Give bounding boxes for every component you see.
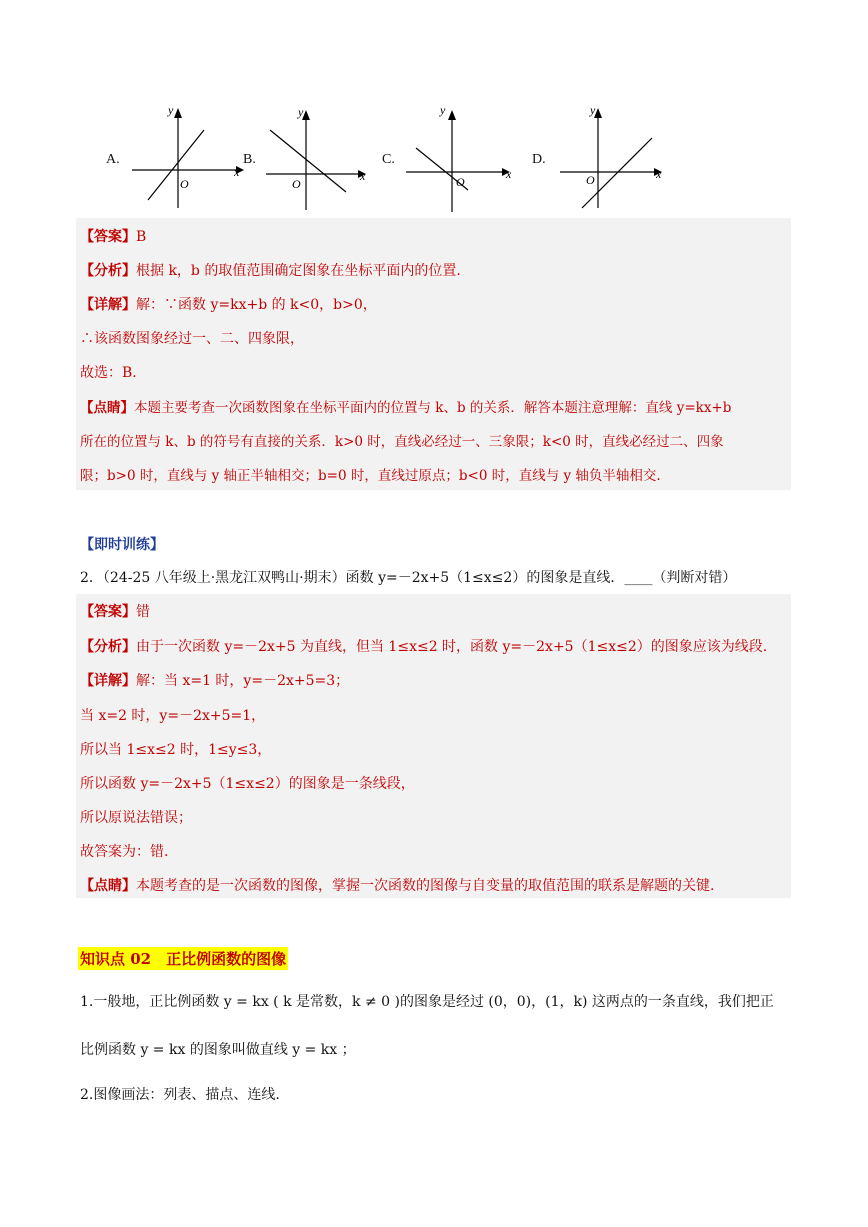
svg-text:O: O: [586, 173, 595, 187]
svg-text:O: O: [292, 177, 301, 191]
svg-text:y: y: [590, 103, 596, 117]
graph-option-b: [262, 100, 380, 219]
knowledge-paragraph-2: 2.图像画法：列表、描点、连线.: [80, 1087, 280, 1103]
q2-detail-line: 所以当 1≤x≤2 时，1≤y≤3，: [80, 742, 272, 758]
knowledge-paragraph-1: 1.一般地，正比例函数 y = kx ( k 是常数，k ≠ 0 )的图象是经过 (0，0)，(1，k) 这两点的一条直线，我们把正: [80, 994, 774, 1010]
q2-detail-line: 所以原说法错误；: [80, 810, 192, 826]
q1-comment-line: 所在的位置与 k、b 的符号有直接的关系．k>0 时，直线必经过一、三象限；k<0 时，直线必经过二、四象: [80, 434, 724, 450]
y-axis-arrow: [174, 108, 182, 118]
svg-text:x: x: [360, 169, 366, 183]
q2-question: 2．（24-25 八年级上·黑龙江双鸭山·期末）函数 y=－2x+5（1≤x≤2）的图象是直线．____（判断对错）: [80, 570, 737, 586]
q2-comment: 【点睛】本题考查的是一次函数的图像，掌握一次函数的图像与自变量的取值范围的联系是解题的关键.: [80, 878, 715, 894]
function-line: [148, 130, 204, 200]
q2-analysis: 【分析】由于一次函数 y=－2x+5 为直线，但当 1≤x≤2 时，函数 y=－2x+5（1≤x≤2）的图象应该为线段.: [80, 639, 768, 655]
q1-detail-line: ∴该函数图象经过一、二、四象限，: [80, 331, 304, 347]
option-b-label: B.: [243, 152, 256, 167]
q2-answer: 【答案】错: [80, 604, 150, 620]
q1-answer: 【答案】B: [80, 229, 147, 245]
q1-detail-line: 故选：B.: [80, 365, 137, 381]
training-title: 【即时训练】: [80, 537, 164, 553]
q1-detail: 【详解】解：∵函数 y=kx+b 的 k<0，b>0，: [80, 297, 377, 313]
svg-text:x: x: [656, 167, 662, 181]
svg-text:y: y: [440, 103, 446, 117]
graph-option-c: [402, 98, 520, 220]
svg-text:y: y: [298, 105, 304, 119]
q1-analysis: 【分析】根据 k，b 的取值范围确定图象在坐标平面内的位置.: [80, 263, 461, 279]
option-a-label: A.: [106, 152, 120, 167]
graph-option-d: [556, 100, 674, 219]
q2-detail: 【详解】解：当 x=1 时，y=－2x+5=3；: [80, 673, 350, 689]
y-label: y: [168, 103, 174, 117]
q2-detail-line: 当 x=2 时，y=－2x+5=1，: [80, 708, 266, 724]
knowledge-title: 知识点 02 正比例函数的图像: [78, 947, 288, 970]
graph-option-a: [128, 100, 246, 219]
option-d-label: D.: [532, 152, 546, 167]
q2-detail-line: 所以函数 y=－2x+5（1≤x≤2）的图象是一条线段，: [80, 776, 415, 792]
knowledge-paragraph-1b: 比例函数 y = kx 的图象叫做直线 y = kx ；: [80, 1042, 356, 1058]
q1-comment-line: 限；b>0 时，直线与 y 轴正半轴相交；b=0 时，直线过原点；b<0 时，直线与 y 轴负半轴相交.: [80, 468, 661, 484]
svg-text:O: O: [456, 175, 465, 189]
x-label: x: [234, 165, 240, 179]
q1-comment: 【点睛】本题主要考查一次函数图象在坐标平面内的位置与 k、b 的关系．解答本题注意理解：直线 y=kx+b: [80, 400, 732, 416]
origin-label: O: [180, 177, 189, 191]
option-c-label: C.: [382, 152, 395, 167]
svg-text:x: x: [506, 167, 512, 181]
q2-detail-line: 故答案为：错.: [80, 844, 169, 860]
